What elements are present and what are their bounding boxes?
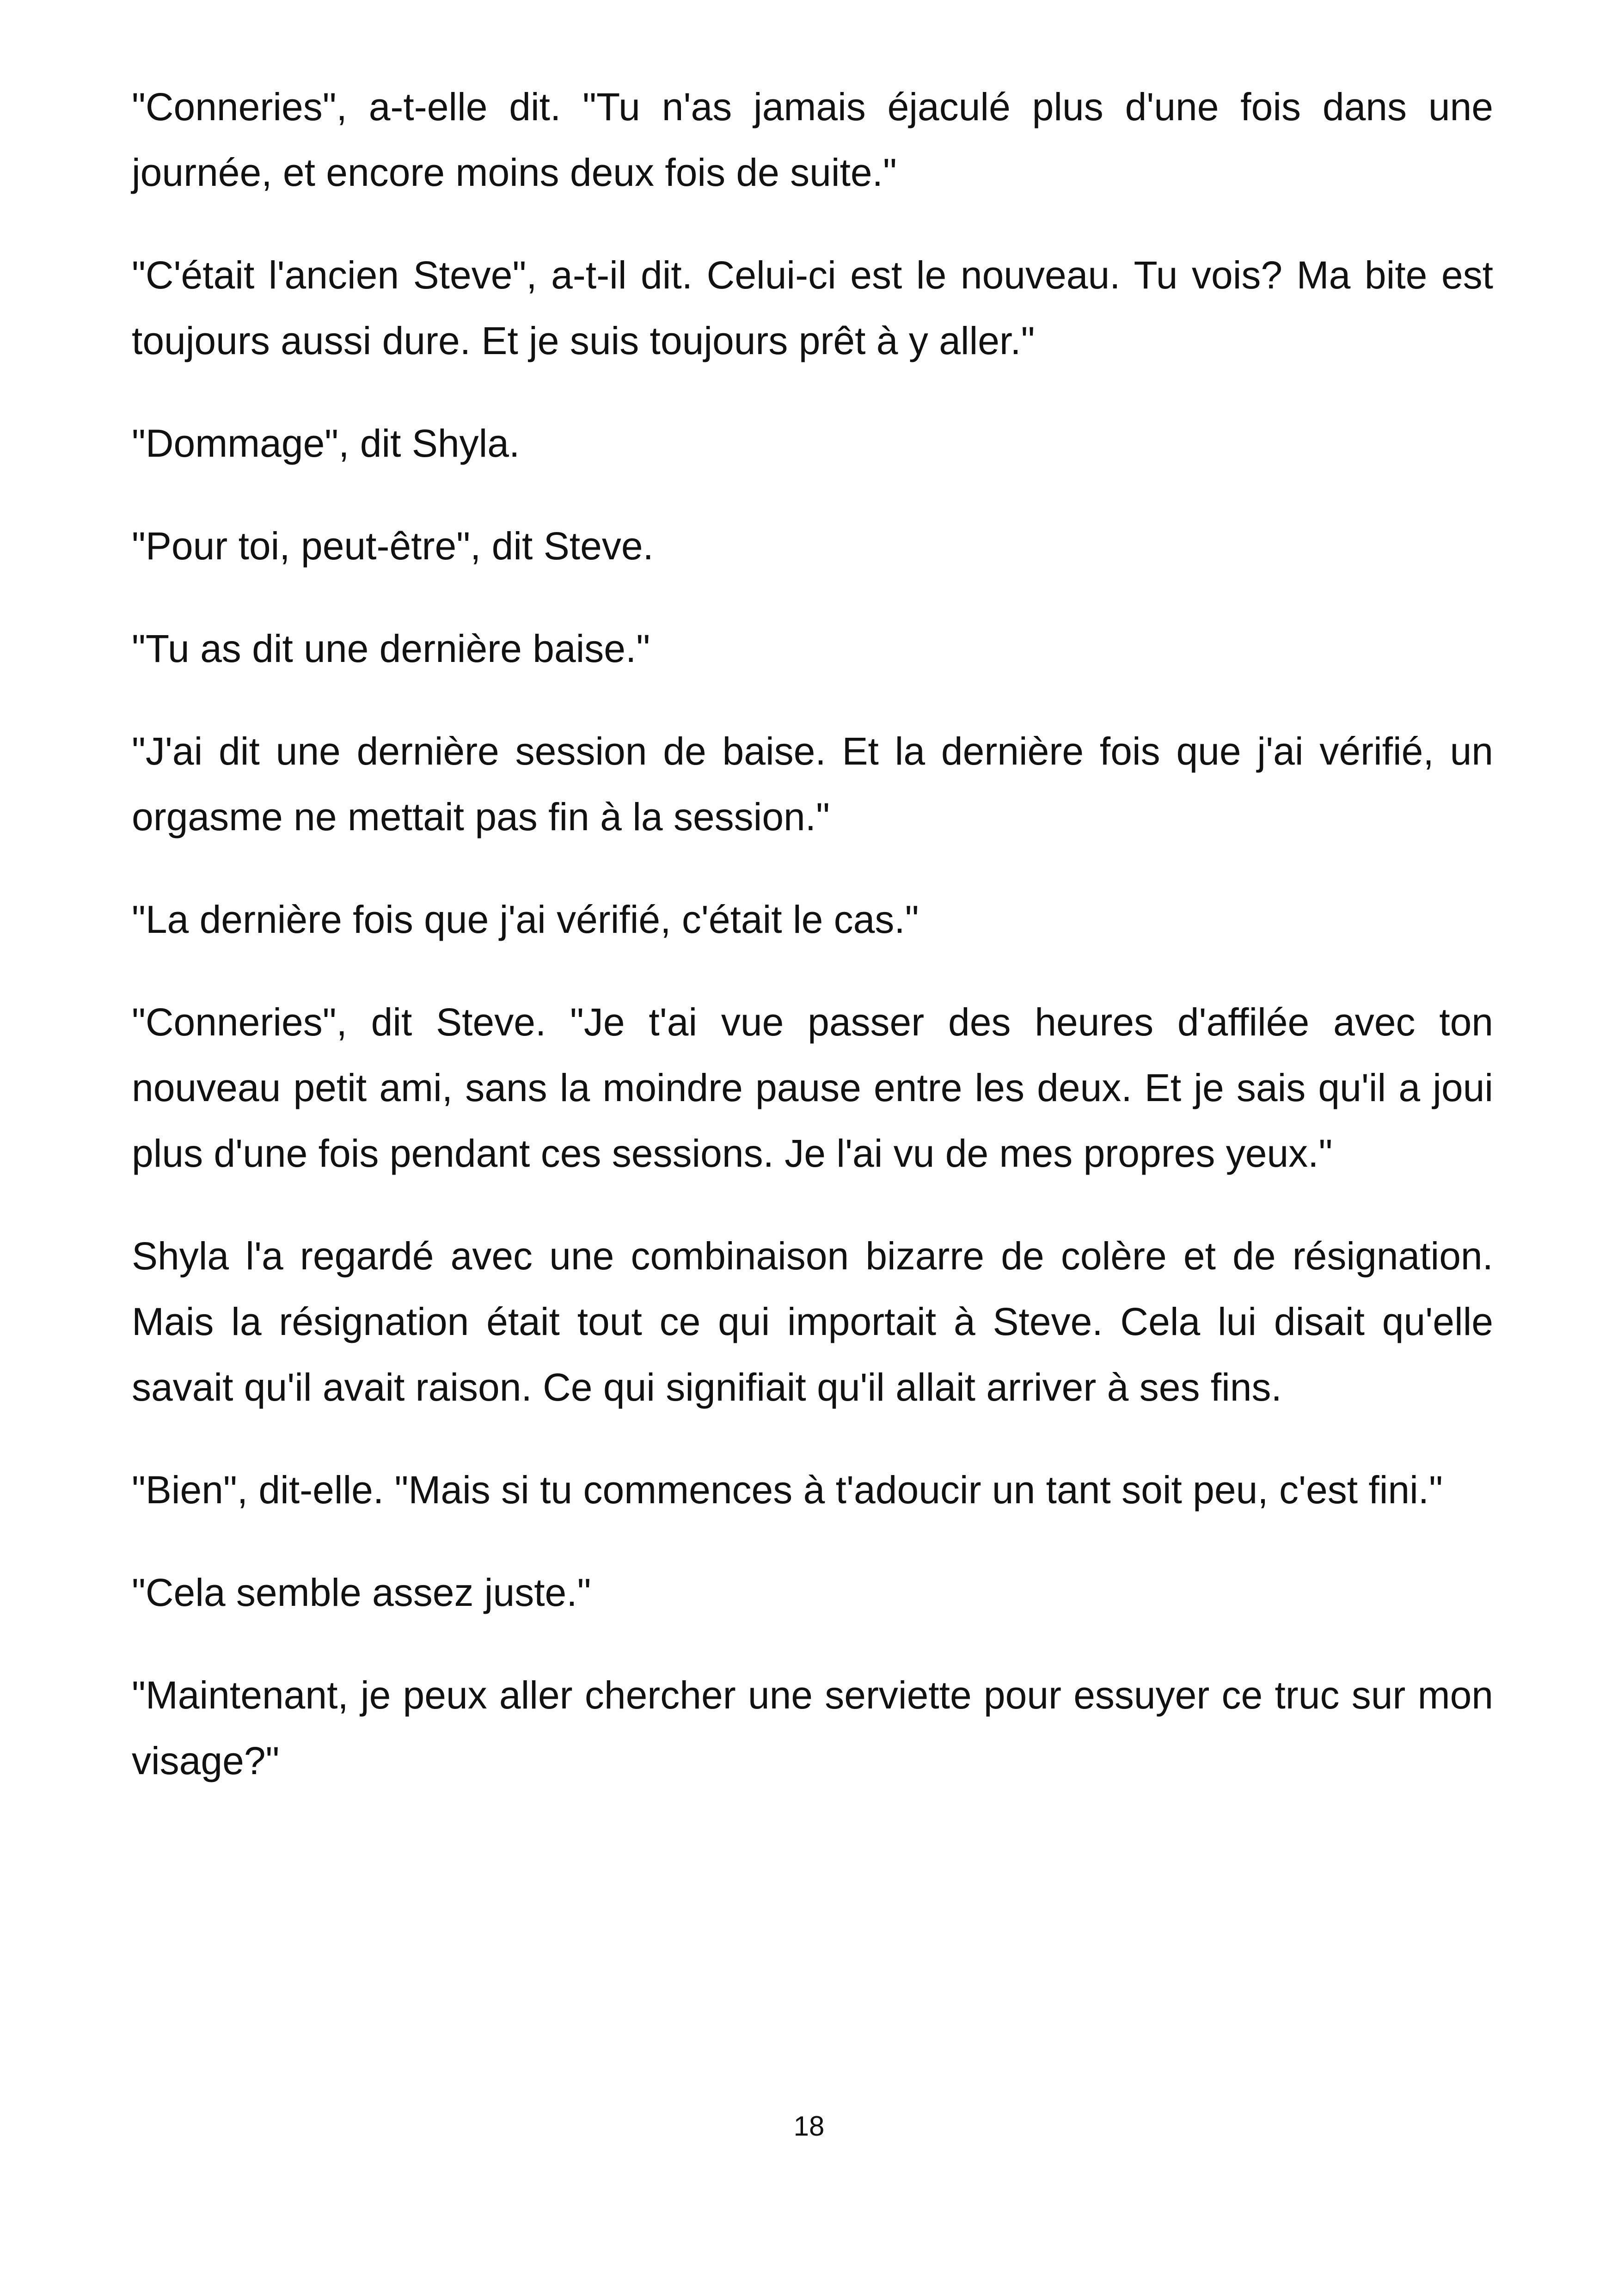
paragraph-12: "Maintenant, je peux aller chercher une serviette pour essuyer ce truc sur mon visage?" (132, 1673, 1493, 1782)
paragraph-6: "J'ai dit une dernière session de baise. Et la dernière fois que j'ai vérifié, un orgasme ne mettait pas fin à la session." (132, 729, 1493, 839)
paragraph-5: "Tu as dit une dernière baise." (132, 627, 650, 670)
paragraph-2: "C'était l'ancien Steve", a-t-il dit. Celui-ci est le nouveau. Tu vois? Ma bite est toujours aussi dure. Et je suis toujours prêt à y aller." (132, 253, 1493, 362)
paragraph-8: "Conneries", dit Steve. "Je t'ai vue passer des heures d'affilée avec ton nouveau petit ami, sans la moindre pause entre les deux. Et je sais qu'il a joui plus d'une fois pendant ces sessions. Je l'ai vu de mes propres yeux." (132, 1000, 1493, 1175)
paragraph-9: Shyla l'a regardé avec une combinaison bizarre de colère et de résignation. Mais la résignation était tout ce qui importait à Steve. Cela lui disait qu'elle savait qu'il avait raison. Ce qui signifiait qu'il allait arriver à ses fins. (132, 1234, 1493, 1409)
paragraph-1: "Conneries", a-t-elle dit. "Tu n'as jamais éjaculé plus d'une fois dans une journée, et encore moins deux fois de suite." (132, 85, 1493, 194)
page-number: 18 (793, 2111, 825, 2142)
paragraph-4: "Pour toi, peut-être", dit Steve. (132, 524, 654, 568)
paragraph-3: "Dommage", dit Shyla. (132, 422, 520, 465)
paragraph-11: "Cela semble assez juste." (132, 1571, 591, 1614)
paragraph-10: "Bien", dit-elle. "Mais si tu commences à t'adoucir un tant soit peu, c'est fini." (132, 1468, 1443, 1512)
paragraph-7: "La dernière fois que j'ai vérifié, c'était le cas." (132, 898, 919, 941)
body-text (132, 74, 1493, 1831)
